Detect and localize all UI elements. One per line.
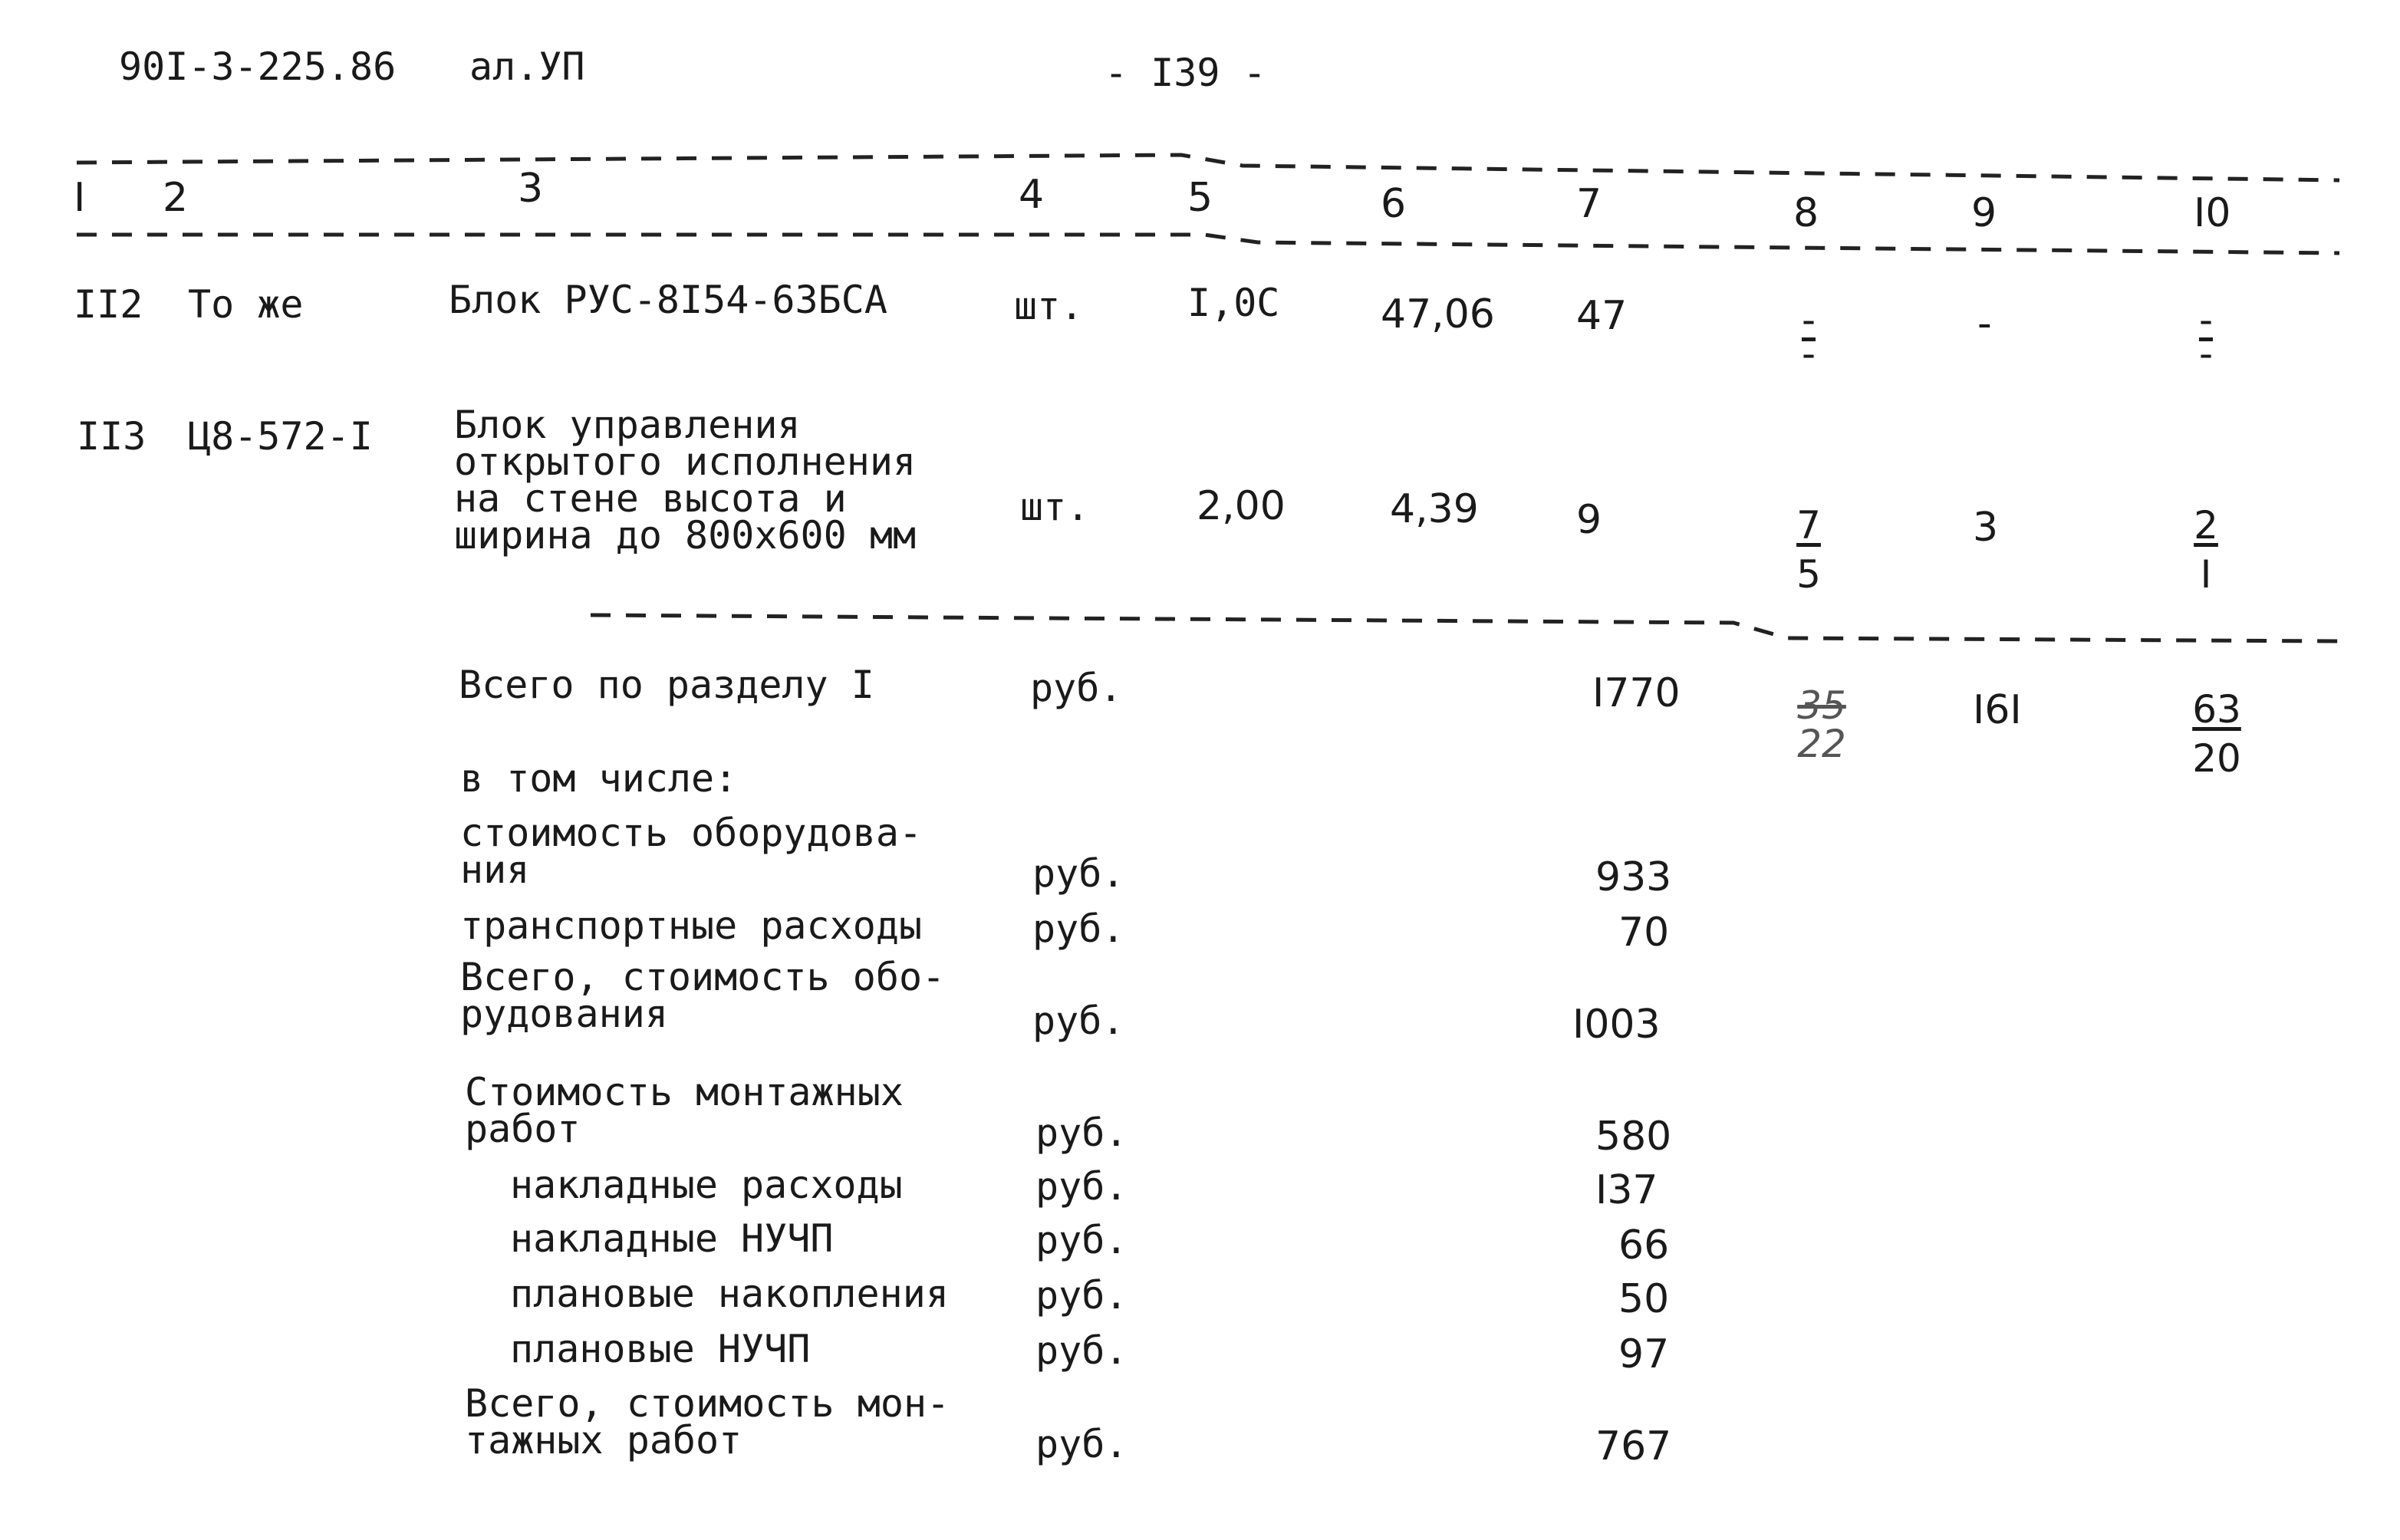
breakdown-unit: руб.	[1032, 907, 1125, 951]
column-header: 8	[1793, 190, 1819, 236]
row-col10-fraction	[2175, 503, 2237, 597]
row-code: Ц8-572-I	[188, 414, 373, 459]
breakdown-unit: руб.	[1035, 1164, 1128, 1209]
breakdown-unit: руб.	[1035, 1111, 1128, 1155]
fraction-numerator: -	[1801, 298, 1816, 342]
section-total-unit: руб.	[1030, 666, 1123, 710]
row-col9: 3	[1973, 505, 1999, 551]
breakdown-label: Всего, стоимость мон- тажных работ	[465, 1381, 950, 1463]
breakdown-unit: руб.	[1035, 1328, 1128, 1373]
row-name: Блок РУС-8I54-63БСА	[449, 278, 887, 322]
column-header: 6	[1381, 181, 1407, 227]
section-total-col8-fraction	[1791, 683, 1852, 766]
fraction-denominator: -	[2198, 331, 2214, 376]
fraction-denominator: I	[2200, 552, 2212, 597]
breakdown-label: стоимость оборудова- ния	[460, 811, 923, 892]
section-total-label: Всего по разделу I	[459, 663, 874, 707]
row-number: II2	[74, 282, 143, 327]
breakdown-value: I37	[1595, 1167, 1658, 1213]
column-header: 7	[1576, 181, 1602, 227]
breakdown-value: 933	[1595, 854, 1672, 900]
section-total-value: I770	[1592, 670, 1681, 716]
section-total-col10-fraction	[2186, 687, 2247, 781]
row-name: Блок управления открытого исполнения на стене высота и ширина до 800х600 мм	[454, 403, 917, 558]
row-col9: -	[1977, 301, 1992, 347]
row-quantity: 2,00	[1197, 483, 1286, 529]
breakdown-label: Стоимость монтажных работ	[465, 1070, 904, 1151]
breakdown-value: 767	[1595, 1423, 1672, 1469]
including-label: в том числе:	[460, 756, 738, 801]
breakdown-unit: руб.	[1035, 1273, 1128, 1318]
column-header: 5	[1187, 175, 1213, 221]
row-code: То же	[188, 282, 304, 327]
row-quantity: I,0C	[1187, 281, 1280, 325]
breakdown-label: Всего, стоимость обо- рудования	[460, 955, 946, 1036]
breakdown-label: плановые накопления	[510, 1272, 949, 1316]
breakdown-label: транспортные расходы	[460, 903, 923, 948]
row-col8-fraction	[1778, 298, 1839, 376]
fraction-numerator: 7	[1796, 503, 1821, 548]
header-bottom-rule	[77, 235, 2339, 253]
row-unit-price: 47,06	[1381, 291, 1495, 337]
section-end-rule	[591, 615, 2339, 641]
page-number: - I39 -	[1105, 51, 1266, 95]
document-code: 90I-3-225.86	[119, 44, 397, 89]
breakdown-value: 97	[1618, 1331, 1670, 1377]
column-header: 9	[1971, 190, 1997, 236]
column-header: I0	[2194, 190, 2231, 236]
row-unit-price: 4,39	[1390, 486, 1479, 532]
row-total: 9	[1576, 497, 1602, 543]
fraction-denominator: 5	[1796, 552, 1821, 597]
breakdown-value: 70	[1618, 910, 1670, 956]
row-unit: шт.	[1020, 485, 1090, 529]
breakdown-label: накладные НУЧП	[510, 1216, 834, 1261]
breakdown-label: плановые НУЧП	[510, 1327, 811, 1371]
column-header: I	[74, 175, 86, 221]
album-label: ал.УП	[469, 44, 585, 89]
section-total-col9: I6I	[1973, 687, 2022, 733]
breakdown-unit: руб.	[1035, 1218, 1128, 1262]
breakdown-value: 50	[1618, 1276, 1670, 1322]
breakdown-value: 580	[1595, 1114, 1672, 1160]
row-col10-fraction	[2175, 298, 2237, 376]
fraction-numerator: 35	[1797, 683, 1846, 728]
row-col8-fraction	[1778, 503, 1839, 597]
fraction-numerator: 2	[2194, 503, 2218, 548]
breakdown-unit: руб.	[1032, 999, 1125, 1043]
fraction-numerator: -	[2198, 298, 2214, 342]
breakdown-value: I003	[1572, 1002, 1661, 1048]
fraction-denominator: 20	[2192, 736, 2241, 781]
row-unit: шт.	[1014, 284, 1084, 328]
row-number: II3	[77, 414, 147, 459]
breakdown-unit: руб.	[1032, 851, 1125, 896]
column-header: 2	[163, 175, 189, 221]
column-header: 3	[518, 166, 544, 212]
row-total: 47	[1576, 293, 1628, 339]
fraction-denominator: -	[1801, 331, 1816, 376]
fraction-denominator: 22	[1797, 722, 1846, 766]
column-header: 4	[1019, 172, 1045, 218]
breakdown-label: накладные расходы	[510, 1163, 903, 1207]
fraction-numerator: 63	[2192, 687, 2241, 732]
breakdown-unit: руб.	[1035, 1422, 1128, 1466]
breakdown-value: 66	[1618, 1222, 1670, 1269]
